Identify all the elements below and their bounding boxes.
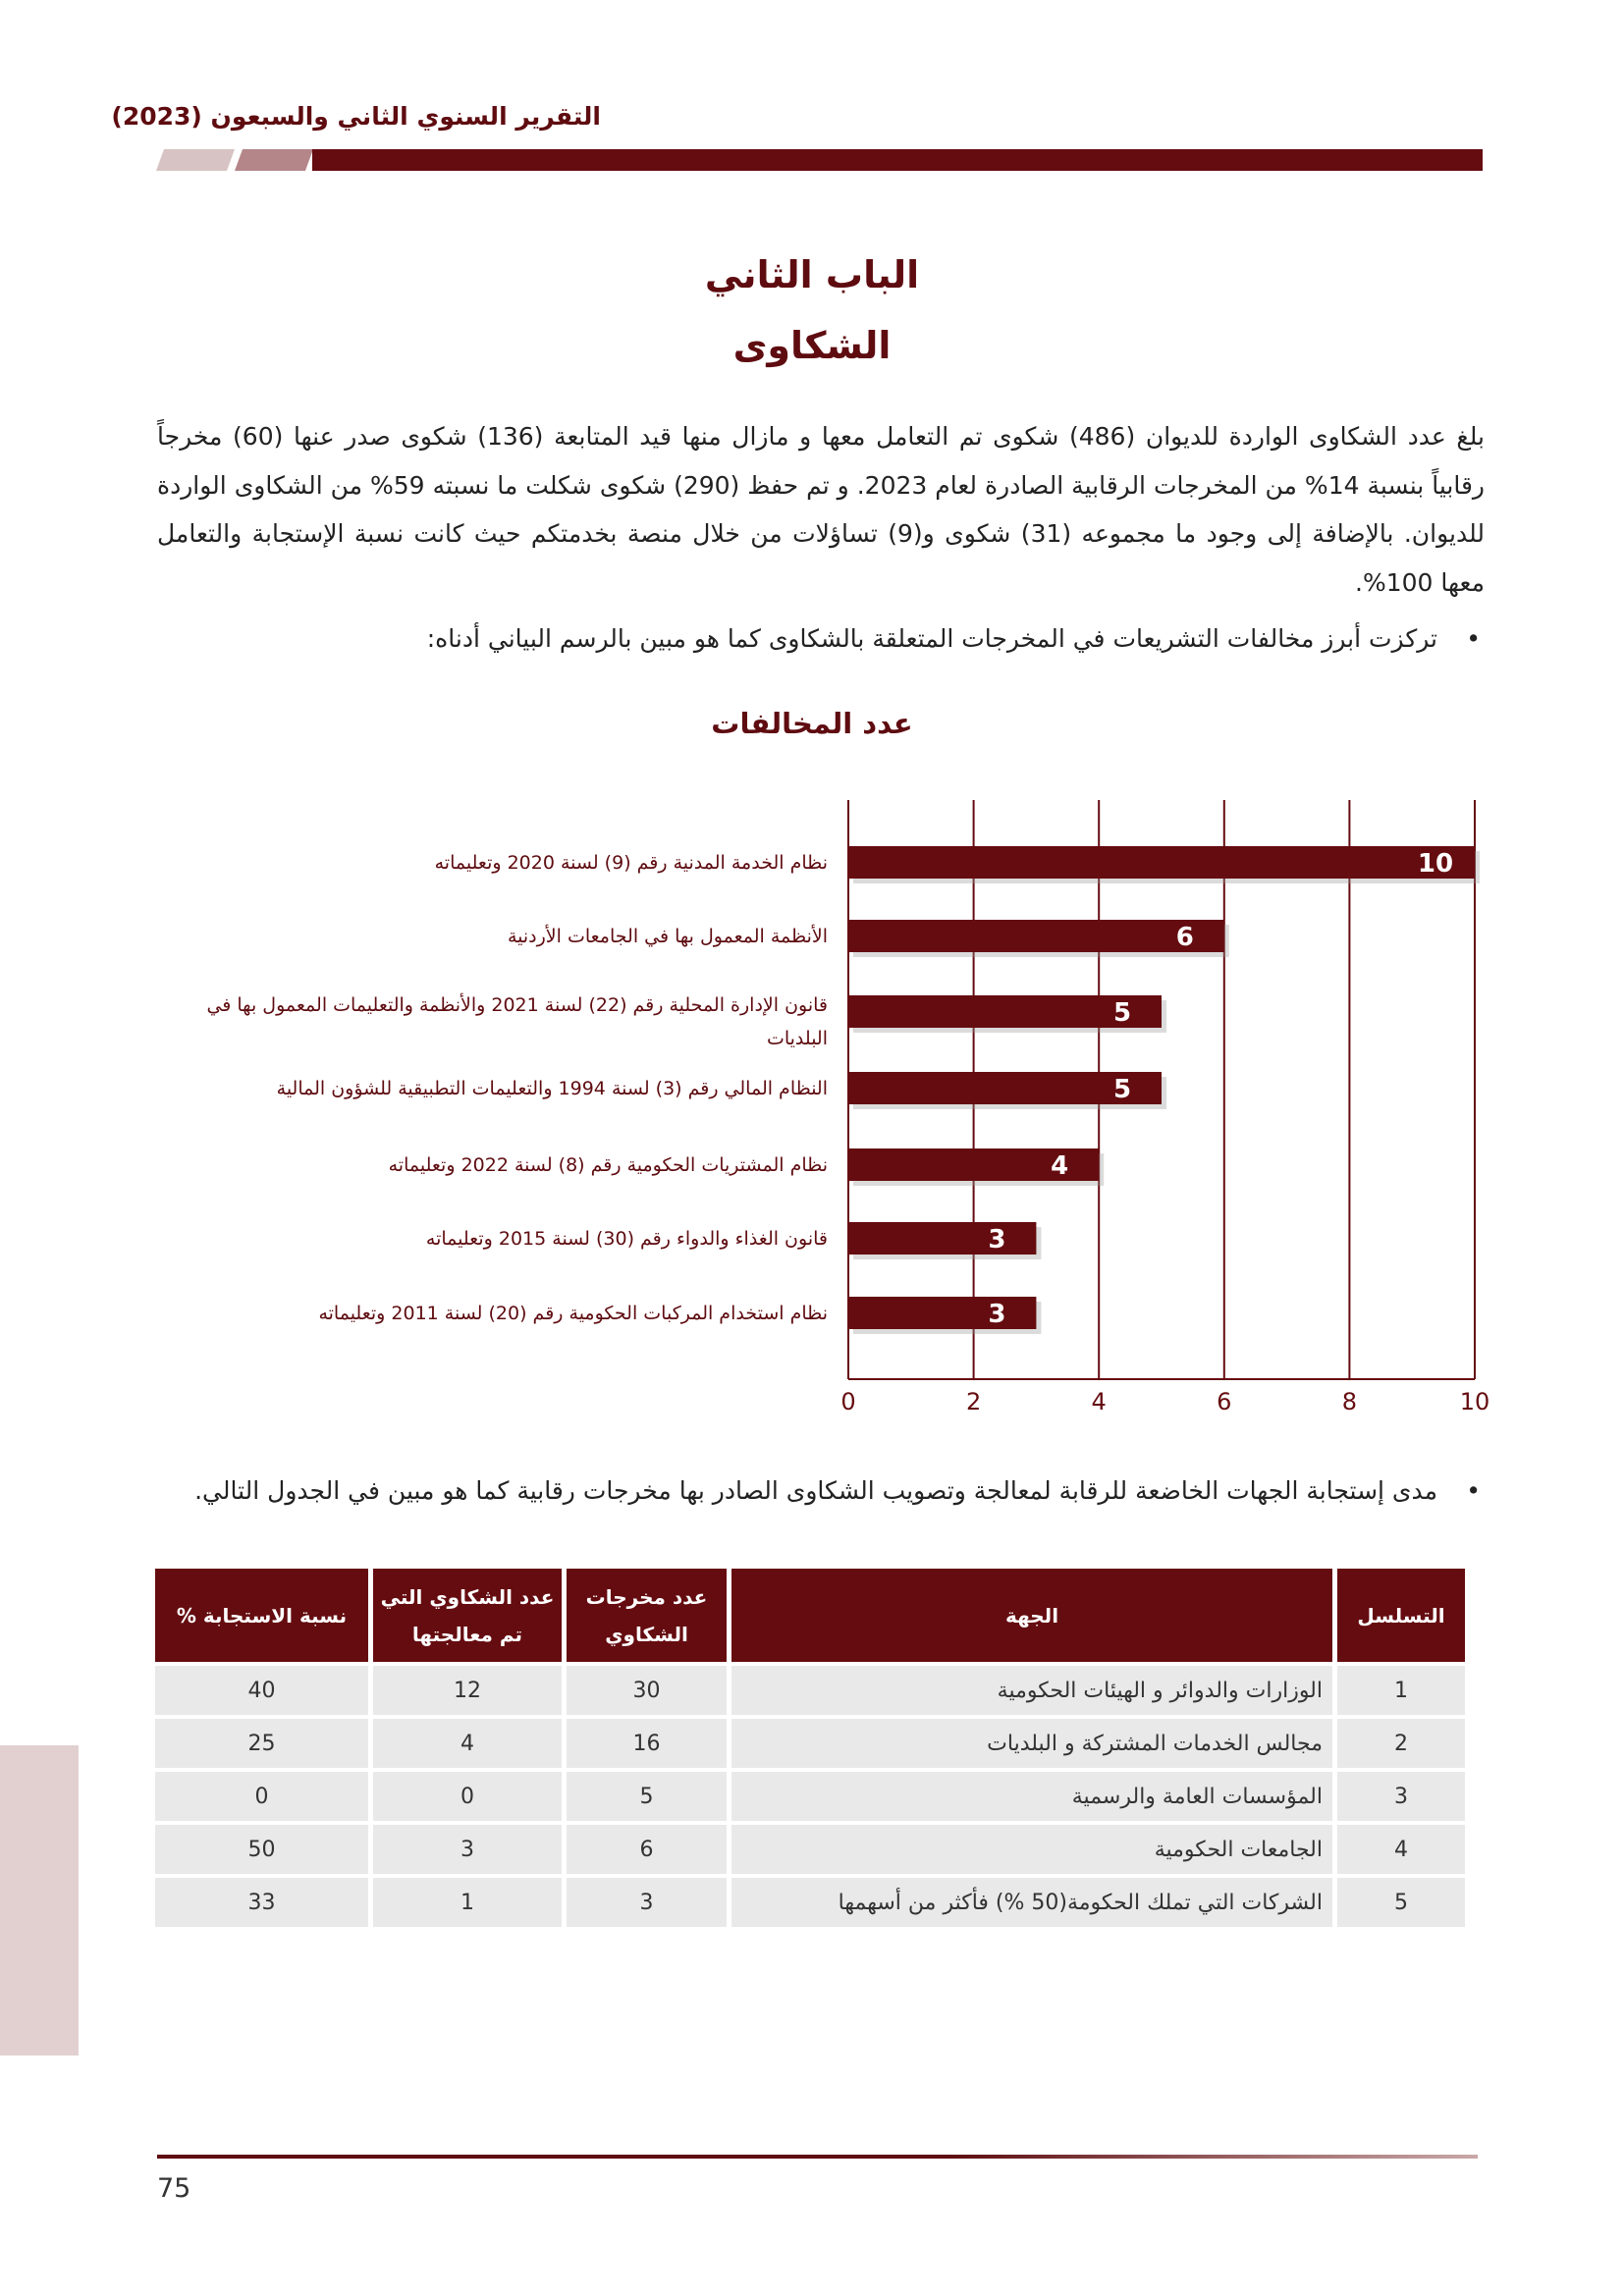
table-header-row xyxy=(155,1569,1465,1662)
category-label: قانون الإدارة المحلية رقم (22) لسنة 2021 والأنظمة والتعليمات المعمول بها في البلديات xyxy=(206,994,828,1049)
x-tick-label: 8 xyxy=(1341,1388,1358,1415)
col-header: عدد الشكاوي التي تم معالجتها xyxy=(373,1569,562,1662)
x-tick-label: 6 xyxy=(1217,1388,1232,1415)
response-rate-cell: 0 xyxy=(155,1772,368,1821)
category-label: نظام المشتريات الحكومية رقم (8) لسنة 2022 وتعليماته xyxy=(388,1154,828,1176)
x-tick-label: 0 xyxy=(840,1388,856,1415)
table-row xyxy=(155,1878,1465,1927)
response-rate-cell: 33 xyxy=(155,1878,368,1927)
outputs-cell: 3 xyxy=(567,1878,727,1927)
entity-cell: الجامعات الحكومية xyxy=(731,1825,1332,1874)
outputs-cell: 30 xyxy=(567,1666,727,1715)
footer-divider xyxy=(157,2155,1478,2159)
x-tick-label: 2 xyxy=(965,1388,982,1415)
report-title: التقرير السنوي الثاني والسبعون (2023) xyxy=(111,102,601,131)
processed-cell: 4 xyxy=(373,1719,562,1768)
processed-cell: 0 xyxy=(373,1772,562,1821)
bullet-text: مدى إستجابة الجهات الخاضعة للرقابة لمعالجة وتصويب الشكاوى الصادر بها مخرجات رقابية كما هو مبين في الجدول التالي. xyxy=(194,1476,1437,1505)
x-tick-label: 10 xyxy=(1459,1388,1490,1415)
table-row xyxy=(155,1825,1465,1874)
bullet-icon: • xyxy=(1466,624,1481,653)
col-header: عدد مخرجات الشكاوي xyxy=(567,1569,727,1662)
x-tick-label: 4 xyxy=(1091,1388,1107,1415)
bar-value-label: 3 xyxy=(988,1300,1006,1329)
col-header: التسلسل xyxy=(1337,1569,1465,1662)
entity-cell: المؤسسات العامة والرسمية xyxy=(731,1772,1332,1821)
processed-cell: 3 xyxy=(373,1825,562,1874)
bar xyxy=(848,1297,1036,1329)
outputs-cell: 5 xyxy=(567,1772,727,1821)
response-table xyxy=(150,1565,1470,1931)
bullet-icon: • xyxy=(1466,1476,1481,1505)
outputs-cell: 6 xyxy=(567,1825,727,1874)
col-header: نسبة الاستجابة % xyxy=(155,1569,368,1662)
bar-value-label: 5 xyxy=(1112,1075,1132,1104)
bullet-item xyxy=(157,1467,1481,1515)
entity-cell: مجالس الخدمات المشتركة و البلديات xyxy=(731,1719,1332,1768)
response-rate-cell: 50 xyxy=(155,1825,368,1874)
response-rate-cell: 40 xyxy=(155,1666,368,1715)
bar-value-label: 5 xyxy=(1112,998,1132,1028)
table-row xyxy=(155,1719,1465,1768)
category-label: الأنظمة المعمول بها في الجامعات الأردنية xyxy=(507,926,828,947)
table-row xyxy=(155,1666,1465,1715)
intro-paragraph: بلغ عدد الشكاوى الواردة للديوان (486) شكوى تم التعامل معها و مازال منها قيد المتابعة (136) شكوى صدر عنها (60) مخرجاً رقابياً بنسبة 14% من المخرجات الرقابية الصادرة لعام 2023. و تم حفظ (290) شكوى شكلت ما نسبته 59% من الشكاوى الواردة للديوان. بالإضافة إلى وجود ما مجموعه (31) شكوى و(9) تساؤلات من خلال منصة بخدمتكم حيث كانت نسبة الإستجابة والتعامل معها 100%. xyxy=(157,422,1485,597)
chart-title: عدد المخالفات xyxy=(711,707,913,740)
response-rate-cell: 25 xyxy=(155,1719,368,1768)
entity-cell: الوزارات والدوائر و الهيئات الحكومية xyxy=(731,1666,1332,1715)
entity-cell: الشركات التي تملك الحكومة(50 %) فأكثر من أسهمها xyxy=(731,1878,1332,1927)
category-label: نظام الخدمة المدنية رقم (9) لسنة 2020 وتعليماته xyxy=(434,852,828,874)
category-label: قانون الغذاء والدواء رقم (30) لسنة 2015 وتعليماته xyxy=(425,1228,828,1250)
bar xyxy=(848,1222,1036,1255)
col-header: الجهة xyxy=(731,1569,1332,1662)
bar-value-label: 3 xyxy=(988,1225,1006,1255)
bar-value-label: 10 xyxy=(1417,849,1454,879)
bar-value-label: 6 xyxy=(1175,923,1194,952)
serial-cell: 5 xyxy=(1337,1878,1465,1927)
serial-cell: 4 xyxy=(1337,1825,1465,1874)
serial-cell: 2 xyxy=(1337,1719,1465,1768)
outputs-cell: 16 xyxy=(567,1719,727,1768)
serial-cell: 3 xyxy=(1337,1772,1465,1821)
page-number: 75 xyxy=(157,2173,191,2204)
serial-cell: 1 xyxy=(1337,1666,1465,1715)
bar xyxy=(848,846,1475,879)
bar-value-label: 4 xyxy=(1051,1151,1069,1181)
bullet-text: تركزت أبرز مخالفات التشريعات في المخرجات المتعلقة بالشكاوى كما هو مبين بالرسم البياني أدناه: xyxy=(426,624,1437,653)
processed-cell: 12 xyxy=(373,1666,562,1715)
category-label: النظام المالي رقم (3) لسنة 1994 والتعليمات التطبيقية للشؤون المالية xyxy=(276,1078,828,1099)
table-row xyxy=(155,1772,1465,1821)
section-heading: الشكاوى xyxy=(732,324,892,367)
processed-cell: 1 xyxy=(373,1878,562,1927)
bar xyxy=(848,920,1224,952)
side-tab xyxy=(0,1745,79,2056)
category-label: نظام استخدام المركبات الحكومية رقم (20) لسنة 2011 وتعليماته xyxy=(318,1303,828,1324)
chapter-heading: الباب الثاني xyxy=(704,253,920,296)
